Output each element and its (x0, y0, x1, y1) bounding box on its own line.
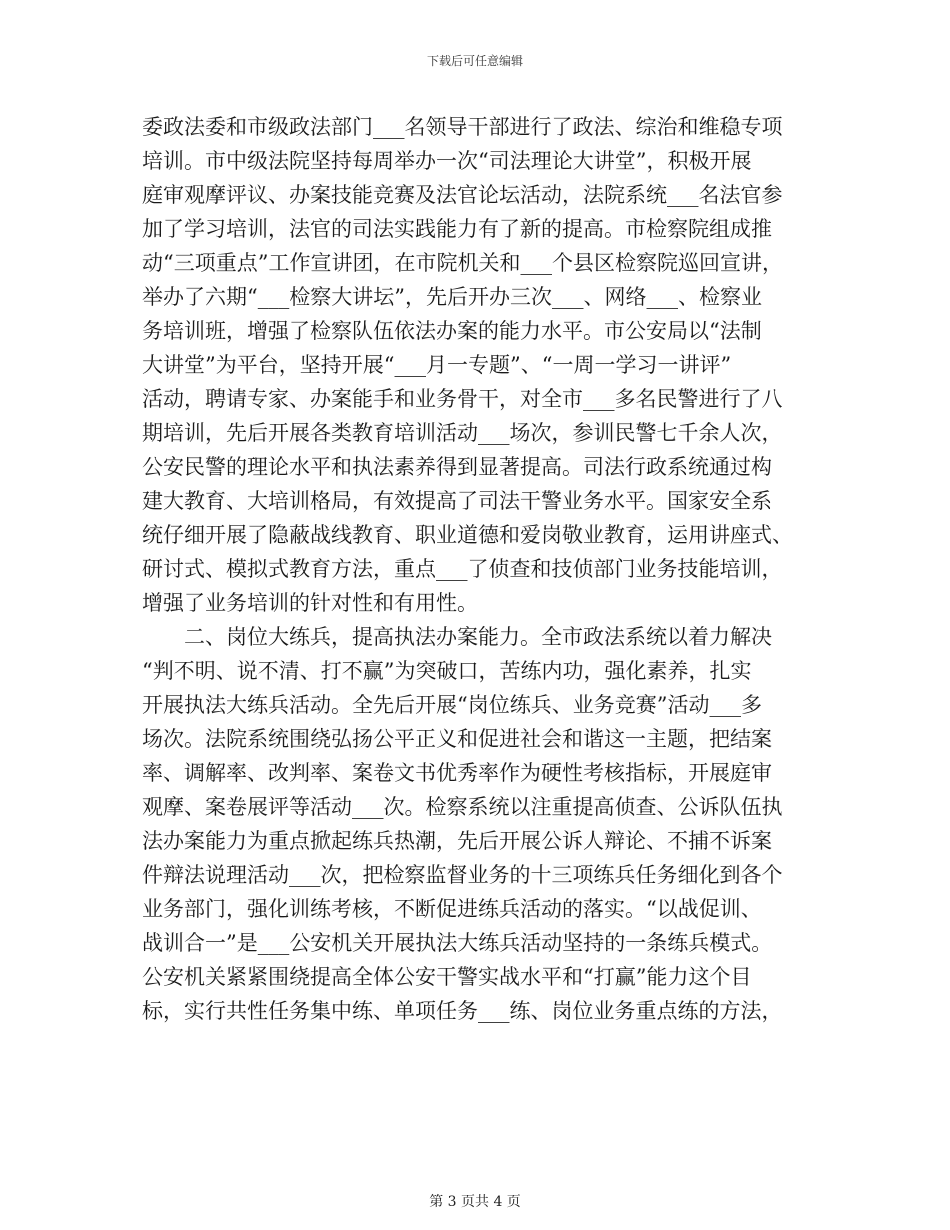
text-line: 战训合一”是___公安机关开展执法大练兵活动坚持的一条练兵模式。 (142, 931, 773, 955)
text-line: 开展执法大练兵活动。全先后开展“岗位练兵、业务竞赛”活动___多 (142, 693, 762, 717)
text-line: 加了学习培训，法官的司法实践能力有了新的提高。市检察院组成推 (142, 217, 772, 241)
text-line: 公安机关紧紧围绕提高全体公安干警实战水平和“打赢”能力这个目 (142, 965, 752, 989)
text-line: 观摩、案卷展评等活动___次。检察系统以注重提高侦查、公诉队伍执 (142, 795, 783, 819)
text-line: 期培训，先后开展各类教育培训活动___场次，参训民警七千余人次， (142, 421, 783, 445)
text-line: 二、岗位大练兵，提高执法办案能力。全市政法系统以着力解决 (184, 625, 772, 649)
page-header: 下载后可任意编辑 (426, 54, 523, 68)
text-line: 活动，聘请专家、办案能手和业务骨干，对全市___多名民警进行了八 (142, 387, 783, 411)
text-line: 业务部门，强化训练考核，不断促进练兵活动的落实。“以战促训、 (142, 897, 762, 921)
text-line: 研讨式、模拟式教育方法，重点___了侦查和技侦部门业务技能培训， (142, 557, 783, 581)
text-line: 委政法委和市级政法部门___名领导干部进行了政法、综治和维稳专项 (142, 115, 783, 139)
text-line: 场次。法院系统围绕弘扬公平正义和促进社会和谐这一主题，把结案 (142, 727, 772, 751)
text-line: “判不明、说不清、打不赢”为突破口，苦练内功，强化素养，扎实 (142, 659, 752, 683)
text-line: 法办案能力为重点掀起练兵热潮，先后开展公诉人辩论、不捕不诉案 (142, 829, 772, 853)
text-line: 培训。市中级法院坚持每周举办一次“司法理论大讲堂”，积极开展 (142, 149, 752, 173)
text-line: 公安民警的理论水平和执法素养得到显著提高。司法行政系统通过构 (142, 455, 772, 479)
text-line: 标，实行共性任务集中练、单项任务___练、岗位业务重点练的方法， (142, 999, 783, 1023)
text-line: 庭审观摩评议、办案技能竞赛及法官论坛活动，法院系统___名法官参 (142, 183, 783, 207)
text-line: 务培训班，增强了检察队伍依法办案的能力水平。市公安局以“法制 (142, 319, 762, 343)
paragraph-1 (142, 110, 814, 620)
text-line: 件辩法说理活动___次，把检察监督业务的十三项练兵任务细化到各个 (142, 863, 783, 887)
document-body (142, 110, 814, 1028)
paragraph-2 (142, 620, 814, 1028)
text-line: 建大教育、大培训格局，有效提高了司法干警业务水平。国家安全系 (142, 489, 772, 513)
text-line: 统仔细开展了隐蔽战线教育、职业道德和爱岗敬业教育，运用讲座式、 (142, 523, 793, 547)
text-line: 率、调解率、改判率、案卷文书优秀率作为硬性考核指标，开展庭审 (142, 761, 772, 785)
text-line: 举办了六期“___检察大讲坛”，先后开办三次___、网络___、检察业 (142, 285, 762, 309)
page-footer: 第 3 页共 4 页 (429, 1194, 521, 1210)
text-line: 大讲堂”为平台，坚持开展“___月一专题”、“一周一学习一讲评” (142, 353, 732, 377)
text-line: 增强了业务培训的针对性和有用性。 (142, 591, 478, 615)
text-line: 动“三项重点”工作宣讲团，在市院机关和___个县区检察院巡回宣讲， (142, 251, 783, 275)
